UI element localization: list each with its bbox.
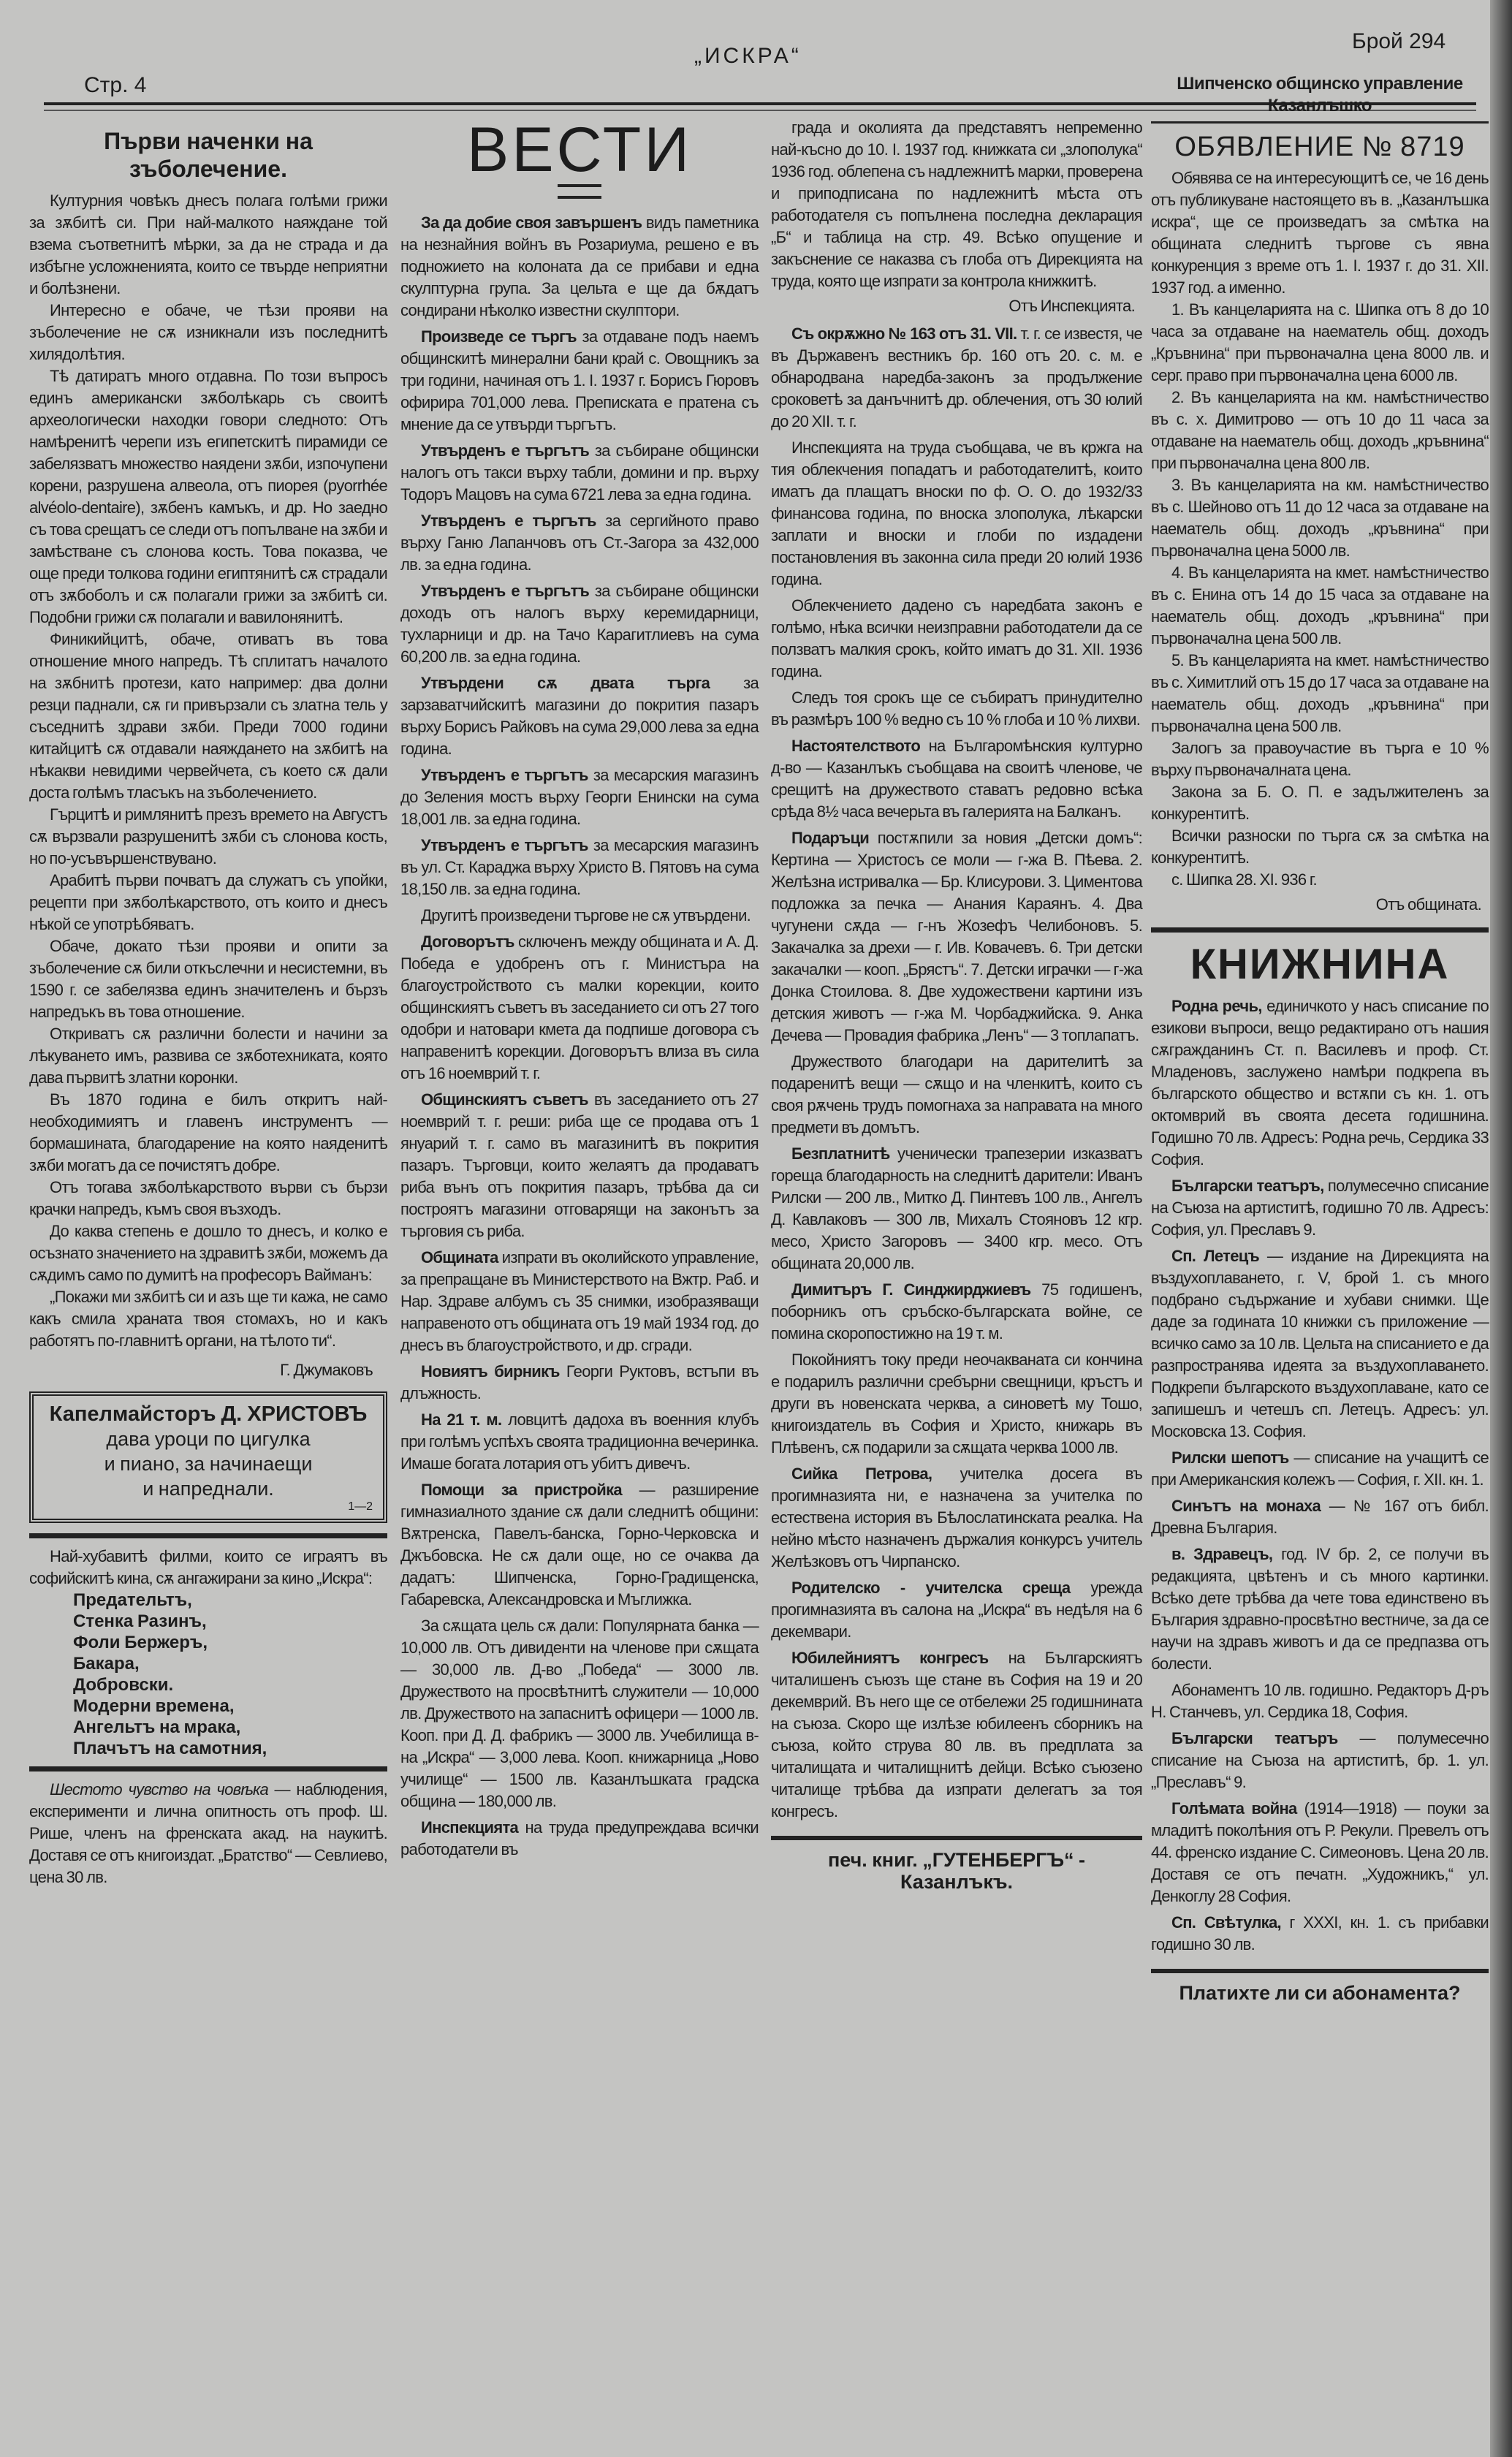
paragraph-text: год. IV бр. 2, се получи въ редакцията, цвѣтенъ и съ много картинки. Всѣко дете трѣбва да чете това единствено въ България здравно-просвѣтно вестниче, за да се научи на здравъ животъ и да се предпазва отъ болести. <box>1151 1545 1489 1673</box>
paragraph-text: 4. Въ канцеларията на кмет. намѣстничество въ с. Енина отъ 14 до 15 часа за отдаване на наематель общ. доходъ „кръвнина“ при първоначална цена 500 лв. <box>1151 563 1489 648</box>
paragraph <box>400 931 759 1085</box>
issue-number: Брой 294 <box>1352 29 1446 53</box>
paragraph-text: До каква степень е дошло то днесъ, и колко е осъзнато значението на здравитѣ зѫби, можемъ да сѫдимъ само по думитѣ на професоръ Вайманъ: <box>29 1222 387 1284</box>
paragraph <box>771 1463 1142 1573</box>
paragraph <box>29 1286 387 1352</box>
heading-ornament <box>558 184 601 199</box>
paragraph-text: Покойниятъ току преди неочакваната си кончина е подарилъ различни сребърни свещници, кръстъ и други въ новенската черква, а синоветѣ му Тошо, книгоиздатель въ София и Христо, книжарь въ Плѣвенъ, сѫ подарили за сѫщата черква 1000 лв. <box>771 1351 1142 1457</box>
paragraph <box>29 300 387 365</box>
paragraph-text: Облекчението дадено съ наредбата законъ е голѣмо, нѣка всички неизправни работодатели да се ползватъ малкия срокъ, който иматъ до 31. XII. 1936 година. <box>771 596 1142 680</box>
paragraph-text: Георги Руктовъ, встъпи въ длъжность. <box>400 1362 759 1402</box>
notice-organization: Шипченско общинско управление Казанлъшко <box>1151 73 1489 124</box>
paragraph-text: Културния човѣкъ днесъ полага голѣми грижи за зѫбитѣ си. При най-малкото наяждане той взема съответнитѣ мѣрки, за да не страда и да избѣгне усложненията, които се твърде неприятни и болѣзнени. <box>29 191 387 297</box>
paragraph-lead: Новиятъ бирникъ <box>421 1362 560 1381</box>
paragraph <box>400 1361 759 1405</box>
paragraph-lead: Димитъръ Г. Синджирджиевъ <box>791 1280 1031 1299</box>
paragraph <box>1151 1245 1489 1443</box>
paragraph-text: за събиране общински доходъ отъ налогъ върху керемидарници, тухларници и др. на Тачо Карагитлиевъ на сума 60,200 лв. за една година. <box>400 582 759 666</box>
book-note <box>29 1779 387 1888</box>
paragraph-lead: Общинскиятъ съветъ <box>421 1090 588 1109</box>
paragraph <box>1151 1798 1489 1907</box>
paragraph <box>1151 1495 1489 1539</box>
paragraph <box>400 1817 759 1861</box>
paragraph <box>1151 299 1489 387</box>
paragraph <box>1151 1728 1489 1793</box>
paragraph-lead: Утвърдени сѫ двата търга <box>421 674 710 692</box>
paragraph-lead: Сп. Свѣтулка, <box>1171 1913 1281 1932</box>
paragraph-text: Закона за Б. О. П. е задължителенъ за конкурентитѣ. <box>1151 783 1489 823</box>
paragraph-text: Обаче, докато тѣзи прояви и опити за зъболечение сѫ били откъслечни и несистемни, въ 1590 г. се забелязва единъ значителенъ и бързъ напредъкъ въ това отношение. <box>29 937 387 1021</box>
paragraph-text: Инспекцията на труда съобщава, че въ кржга на тия облекчения попадатъ и работодателитѣ, които иматъ да плащатъ вноски по ф. О. О. до 1932/33 финансова година, по вноска злополука, лѣкарски заплати и вноски и глоби по издадени постановления въ законна сила преди 20 юлий 1936 година. <box>771 438 1142 588</box>
paragraph <box>771 595 1142 683</box>
article-author: Г. Джумаковъ <box>280 1361 373 1379</box>
paragraph-text: за месарския магазинъ въ ул. Ст. Караджа върху Христо В. Пятовъ на сума 18,150 лв. за една година. <box>400 836 759 898</box>
paragraph-text: За сѫщата цель сѫ дали: Популярната банка — 10,000 лв. Отъ дивиденти на членове при сѫщата — 30,000 лв. Д-во „Победа“ — 3000 лв. Дружеството на просвѣтнитѣ служители — 10,000 лв. Дружеството на запаснитѣ офицери — 1000 лв. Кооп. при Д. Д. фабрикъ — 3000 лв. Учебилища в-на „Искра“ — 3,000 лева. Кооп. книжарница „Ново училище“ — 1500 лв. Казанлъшката градска община — 180,000 лв. <box>400 1617 759 1810</box>
paragraph-text: Абонаментъ 10 лв. годишно. Редакторъ Д-ръ Н. Станчевъ, ул. Сердика 18, София. <box>1151 1681 1489 1721</box>
paragraph-lead: Утвърденъ е търгътъ <box>421 441 590 460</box>
paragraph-text: „Покажи ми зѫбитѣ си и азъ ще ти кажа, не само какъ смила храната твоя стомахъ, но и какъ работятъ по-главнитѣ органи, на тѣлото ти“. <box>29 1288 387 1350</box>
paragraph-lead: Произведе се търгъ <box>421 327 577 346</box>
paragraph-lead: Договорътъ <box>421 933 514 951</box>
book-note-text: — наблюдения, експерименти и лична опитность отъ проф. Ш. Рише, членъ на френската акад. на наукитѣ. Доставя се отъ книгоиздат. „Братство“ — Севлиево, цена 30 лв. <box>29 1780 388 1886</box>
paragraph <box>29 870 387 935</box>
paragraph <box>29 935 387 1023</box>
paragraph-lead: Общината <box>421 1248 498 1267</box>
divider <box>29 1766 387 1771</box>
paragraph-text: 1. Въ канцеларията на с. Шипка отъ 8 до 10 часа за отдаване на наематель общ. доходъ „Кръвнина“ при първоначална цена 8000 лв. и серг. право при първоначална цена 6000 лв. <box>1151 300 1489 384</box>
paragraph-text: въ заседанието отъ 27 ноемврий т. г. реши: риба ще се продава отъ 1 януарий т. г. само въ магазинитѣ въ покрития пазаръ. Търговци, които желаятъ да продаватъ риба вънъ отъ покрития пазаръ, трѣбва да си построятъ магазини отговарящи на законътъ за търговия съ риба. <box>400 1090 759 1240</box>
paragraph <box>400 1247 759 1356</box>
paragraph-text: — разширение гимназиалното здание сѫ дали следнитѣ общини: Вѫтренска, Павелъ-банска, Горно-Черковска и Джъбовска. Не сѫ дали още, но се очаква да дадатъ: Шипченска, Горно-Градищенска, Габаревска, Александровска и Мъглижка. <box>400 1481 759 1609</box>
paragraph-text: Другитѣ произведени търгове не сѫ утвърдени. <box>421 906 751 924</box>
paragraph-lead: Утвърденъ е търгътъ <box>421 582 590 600</box>
paragraph-text: сключенъ между общината и А. Д. Победа е удобренъ отъ г. Министъра на благоустройството съ малки корекции, които общинскиятъ съветъ въ заседанието си отъ 27 того одобри и натовари кмета да подпише договора съ направенитѣ корекции. Договорътъ влиза въ сила отъ 16 ноемврий т. г. <box>400 933 759 1082</box>
ad-line: и пиано, за начинаещи <box>104 1453 313 1475</box>
paragraph <box>29 1089 387 1177</box>
column-1 <box>29 117 387 1888</box>
film-item: Ангельтъ на мрака, <box>73 1717 241 1737</box>
news-continued <box>771 117 1142 292</box>
paragraph-lead: Родна речь, <box>1171 997 1262 1015</box>
notice-signoff: Отъ общината. <box>1375 895 1481 914</box>
paragraph-text: Откриватъ сѫ различни болести и начини за лѣкуването имъ, развива се зѫботехниката, която дава първитѣ златни коронки. <box>29 1025 387 1087</box>
paragraph <box>29 1023 387 1089</box>
paragraph-text: Финикийцитѣ, обаче, отиватъ въ това отношение много напредъ. Тѣ сплитатъ началото на зѫбнитѣ протези, като например: два долни резци паднали, сѫ ги привързали съ златна тель у съседнитѣ здрави зѫби. Преди 7000 години китайцитѣ сѫ отдавали наяждането на зѫбитѣ на нѣкакви невидими червейчета, съ което сѫ дали доста голѣмъ тласъкъ на зъболечението. <box>29 630 387 802</box>
column-2 <box>400 117 759 1861</box>
paragraph <box>400 580 759 668</box>
paragraph <box>1151 1543 1489 1675</box>
paragraph-lead: Утвърденъ е търгътъ <box>421 766 588 784</box>
paragraph <box>1151 781 1489 825</box>
film-item: Предательтъ, <box>73 1590 192 1610</box>
paragraph <box>1151 825 1489 869</box>
paragraph-text: изпрати въ околийското управление, за препращане въ Министерството на Вжтр. Раб. и Нар. Здраве албумъ съ 35 снимки, изобразяващи направеното отъ общината отъ 19 май 1934 год. до днесъ въ благоустройството, и др. сгради. <box>400 1248 759 1354</box>
paragraph <box>1151 1679 1489 1723</box>
paragraph <box>1151 1912 1489 1956</box>
newspaper-title: „ИСКРА“ <box>694 44 802 68</box>
paragraph-text: урежда прогимназията въ салона на „Искра“ въ недѣля на 6 декемвари. <box>771 1579 1142 1641</box>
paragraph-text: — издание на Дирекцията на въздухоплаването, г. V, брой 1. съ много подбрано съдържание и хубави снимки. Ще даде за годината 10 книжки съ приложение — всичко само за 10 лв. Цельта на списанието е да разпространява идеята за въздухоплаването. Подкрепи българското въздухоплаване, като се запишешъ и четешъ сп. Летецъ. Адресъ: ул. Московска 13. София. <box>1151 1247 1489 1440</box>
paragraph-text: ученически трапезерии изказватъ гореща благодарность на следнитѣ дарители: Иванъ Рилски — 200 лв., Митко Д. Пинтевъ 100 лв., Ангелъ Д. Кавлаковъ — 300 лв, Михалъ Стояновъ 12 кгр. месо, Христо Загоровъ — 3400 кгр. месо. Отъ общината 20,000 лв. <box>771 1144 1142 1272</box>
paragraph <box>771 323 1142 433</box>
films-list <box>29 1590 387 1759</box>
paragraph <box>29 365 387 629</box>
books-list <box>1151 995 1489 1956</box>
paragraph <box>771 1349 1142 1459</box>
paragraph-text: единичкото у насъ списание по езикови въпроси, вещо редактирано отъ нашия сѫгражданинъ Ст. п. Василевъ и проф. Ст. Младеновъ, заслужено намѣри подкрепа въ българското общество и встѫпи съ кн. 1. отъ октомврий въ своята десета годишнина. Годишно 70 лв. Адресъ: Родна речь, Сердика 33 София. <box>1151 997 1489 1169</box>
ad-run-number: 1—2 <box>348 1500 373 1513</box>
column-3 <box>771 117 1142 1893</box>
paragraph-lead: Съ окрѫжно № 163 отъ 31. VII. <box>791 324 1017 343</box>
paragraph-text: на Българомѣнския културно д-во — Казанлъкъ съобщава на своитѣ членове, че срещитѣ на дружеството ставатъ редовно всѣка срѣда 8½ часа вечерьта въ галерията на Балканъ. <box>771 737 1142 821</box>
paragraph-text: — списание на учащитѣ се при Американския колежъ — София, г. XII. кн. 1. <box>1151 1448 1489 1489</box>
news-heading: ВЕСТИ <box>466 115 693 185</box>
paragraph <box>1151 562 1489 650</box>
ad-line: дава уроци по цигулка <box>106 1428 311 1450</box>
paragraph-text: Залогъ за правоучастие въ търга е 10 % върху първоначалната цена. <box>1151 739 1489 779</box>
paragraph-lead: Утвърденъ е търгътъ <box>421 512 596 530</box>
news-signoff: Отъ Инспекцията. <box>1008 297 1135 315</box>
paragraph <box>1151 387 1489 474</box>
paragraph-text: — № 167 отъ библ. Древна България. <box>1151 1497 1489 1537</box>
paragraph-lead: Помощи за пристройка <box>421 1481 622 1499</box>
paragraph-text: (1914—1918) — поуки за младитѣ поколѣния отъ Р. Рекули. Превелъ отъ 44. френско издание С. Симеоновъ. Цена 20 лв. Доставя се отъ печатн. „Художникъ,“ ул. Денкоглу 28 София. <box>1151 1799 1489 1905</box>
page-binding-edge <box>1490 0 1512 2457</box>
paragraph-text: на Българскиятъ читалишенъ съюзъ ще стане въ София на 19 и 20 декемврий. Въ него ще се отбележи 25 годишнината на съюза. Скоро ще излѣзе юбилеенъ сборникъ на съюза, който струва 80 лв. въ предплата за читалищата и читалищнитѣ дейци. Всѣко съюзено читалище трѣбва да изпрати делегатъ за тоя конгресъ. <box>771 1649 1142 1820</box>
paragraph <box>771 827 1142 1047</box>
subscription-reminder: Платихте ли си абонамента? <box>1151 1969 1489 2004</box>
ad-title: Капелмайсторъ Д. ХРИСТОВЪ <box>49 1402 368 1426</box>
music-lessons-ad <box>29 1391 387 1523</box>
news-list-2 <box>771 323 1142 1823</box>
paragraph <box>400 764 759 830</box>
paragraph-lead: в. Здравецъ, <box>1171 1545 1273 1563</box>
paragraph <box>1151 869 1489 891</box>
paragraph <box>1151 167 1489 299</box>
paragraph <box>1151 995 1489 1171</box>
paragraph <box>1151 474 1489 562</box>
paragraph <box>771 1143 1142 1275</box>
film-item: Плачътъ на самотния, <box>73 1739 267 1758</box>
films-intro: Най-хубавитѣ филми, които се играятъ въ софийскитѣ кина, сѫ ангажирани за кино „Искра“: <box>29 1547 387 1587</box>
divider <box>29 1533 387 1538</box>
printer-imprint: печ. книг. „ГУТЕНБЕРГЪ“ - Казанлъкъ. <box>771 1836 1142 1893</box>
paragraph <box>1151 1447 1489 1491</box>
film-item: Бакара, <box>73 1654 140 1674</box>
film-item: Фоли Бержеръ, <box>73 1633 208 1652</box>
paragraph <box>771 117 1142 292</box>
paragraph-lead: Безплатнитѣ <box>791 1144 890 1163</box>
paragraph-text: на труда предупреждава всички работодатели въ <box>400 1818 759 1858</box>
paragraph <box>1151 650 1489 737</box>
paragraph <box>400 212 759 322</box>
paragraph-text: Всички разноски по търга сѫ за смѣтка на конкурентитѣ. <box>1151 827 1489 867</box>
paragraph <box>771 1647 1142 1823</box>
film-item: Модерни времена, <box>73 1696 235 1716</box>
film-item: Стенка Разинъ, <box>73 1611 207 1631</box>
paragraph-lead: Рилски шепотъ <box>1171 1448 1289 1467</box>
paragraph <box>400 440 759 506</box>
paragraph <box>400 905 759 927</box>
paragraph <box>771 735 1142 823</box>
paragraph-lead: Настоятелството <box>791 737 921 755</box>
paragraph-text: г XXXI, кн. 1. съ прибавки годишно 30 лв. <box>1151 1913 1489 1953</box>
paragraph <box>771 1051 1142 1139</box>
paragraph-lead: Сийка Петрова, <box>791 1465 932 1483</box>
book-note-title: Шестото чувство на човѣка <box>50 1780 269 1799</box>
paragraph <box>400 1479 759 1611</box>
paragraph-lead: На 21 т. м. <box>421 1410 502 1429</box>
paragraph-text: Арабитѣ първи почватъ да служатъ съ упойки, рецепти при зѫболѣкарството, отъ които и днесъ нѣкой се употрѣбяватъ. <box>29 871 387 933</box>
paragraph-text: ловцитѣ дадоха въ военния клубъ при голѣмъ успѣхъ своята традиционна вечеринка. Имаше богата лотария отъ убитъ дивечъ. <box>400 1410 759 1473</box>
paragraph-text: постѫпили за новия „Детски домъ“: Кертина — Христосъ се моли — г-жа В. Пѣева. 2. Желѣзна истривалка — Бр. Клисурови. 3. Циментова подложка за печка — Анания Караянъ. 4. Два чугунени сѫда — г-нъ Жозефъ Челибоновъ. 5. Закачалка за дрехи — г. Ив. Ковачевъ. 6. Три детски закачалки — кооп. „Брястъ“. 7. Детски играчки — г-жа Донка Стоилова. 8. Две художествени картини изъ детския животъ — г-жа М. Чорбаджийска. 9. Анка Дечева — Провадия фабрика „Ленъ“ — 3 топлапатъ. <box>771 829 1142 1044</box>
film-item: Добровски. <box>73 1675 174 1695</box>
paragraph-lead: Сп. Летецъ <box>1171 1247 1259 1265</box>
paragraph <box>1151 737 1489 781</box>
news-list <box>400 212 759 1861</box>
paragraph <box>29 629 387 804</box>
paragraph-text: полумесечно списание на Съюза на артиститѣ, годишно 70 лв. Адресъ: София, ул. Преславъ 9. <box>1151 1177 1489 1239</box>
paragraph-text: — полумесечно списание на Съюза на артиститѣ, бр. 1. ул. „Преславъ“ 9. <box>1151 1729 1489 1791</box>
paragraph-text: Следъ тоя срокъ ще се събиратъ принудително въ размѣръ 100 % ведно съ 10 % глоба и 10 % лихви. <box>771 688 1142 729</box>
paragraph-lead: Български театъръ, <box>1171 1177 1324 1195</box>
paragraph-lead: Юбилейниятъ конгресъ <box>791 1649 989 1667</box>
paragraph-text: Гърцитѣ и римлянитѣ презъ времето на Августъ сѫ вързвали разрушенитѣ зѫби съ слонова кость, но по-усъвършенствувано. <box>29 805 387 867</box>
article-body <box>29 190 387 1352</box>
paragraph-lead: За да добие своя завършенъ <box>421 213 642 232</box>
paragraph-lead: Голѣмата война <box>1171 1799 1297 1818</box>
paragraph-text: за събиране общински налогъ отъ такси върху табли, домини и пр. върху Тодоръ Мацовъ на сума 6721 лева за една година. <box>400 441 759 504</box>
paragraph-text: Тѣ датиратъ много отдавна. По този въпросъ единъ американски зѫболѣкарь съ своитѣ археологически находки говори следното: Отъ намѣренитѣ черепи изъ египетскитѣ пирамиди се забелязватъ множество наядени зѫби, изпочупени корени, разрушена алвеола, отъ пиорея (pyorrhée alvéolo-dentaire), зѫбенъ камъкъ, и др. Но заедно съ това срещатъ се следи отъ попълване на зѫби и замѣстване съ слонова кость. Това показва, че още преди толкова години египтянитѣ сѫ страдали отъ зѫбоболъ и сѫ полагали грижи за зѫбитѣ си. Подобни грижи сѫ полагали и вавилонянитѣ. <box>29 367 387 626</box>
notice-title: ОБЯВЛЕНИЕ № 8719 <box>1174 132 1465 162</box>
paragraph-text: Въ 1870 година е билъ откритъ най-необходимиятъ и главенъ инструментъ — бормашината, благодарение на която наяденитѣ зѫби могатъ да се почистятъ добре. <box>29 1090 387 1174</box>
books-heading: КНИЖНИНА <box>1151 927 1489 988</box>
paragraph-lead: Подаръци <box>791 829 870 847</box>
paragraph-lead: Синътъ на монаха <box>1171 1497 1321 1515</box>
paragraph-text: 2. Въ канцеларията на км. намѣстничество въ с. х. Димитрово — отъ 10 до 11 часа за отдаване на наематель общ. доходъ „кръвнина“ при първоначална цена 800 лв. <box>1151 388 1489 472</box>
paragraph-text: Отъ тогава зѫболѣкарството върви съ бързи крачки напредъ, къмъ своя възходъ. <box>29 1178 387 1218</box>
paragraph <box>771 437 1142 590</box>
paragraph-lead: Родителско - учителска среща <box>791 1579 1071 1597</box>
paragraph <box>29 1220 387 1286</box>
paragraph <box>771 687 1142 731</box>
paragraph <box>29 804 387 870</box>
paragraph <box>1151 1175 1489 1241</box>
paragraph <box>29 1177 387 1220</box>
paragraph-text: т. г. се известя, че въ Държавенъ вестникъ бр. 160 отъ 20. с. м. е обнародвана наредба-законъ за продължение сроковетѣ за данъчнитѣ др. облечения, отъ 30 юлий до 20 XII. т. г. <box>771 324 1142 430</box>
paragraph-text: 3. Въ канцеларията на км. намѣстничество въ с. Шейново отъ 11 до 12 часа за отдаване на наематель общ. доходъ „кръвнина“ при първоначална цена 5000 лв. <box>1151 476 1489 560</box>
page-number: Стр. 4 <box>84 73 147 97</box>
paragraph-text: за месарския магазинъ до Зеления мостъ върху Георги Енински на сума 18,001 лв. за една година. <box>400 766 759 828</box>
paragraph-text: града и околията да представятъ непременно най-късно до 10. I. 1937 год. книжката си „злополука“ 1936 год. облепена съ надлежнитѣ марки, проверена и приподписана по надлежнитѣ мѣста отъ работодателя съ попълнена последна декларация „Б“ и таблица на стр. 49. Всѣко опущение и закъснение се наказва съ глоба отъ Дирекцията на труда, която ще изпрати за контрола книжкитѣ. <box>771 118 1142 290</box>
paragraph-text: за отдаване подъ наемъ общинскитѣ минерални бани край с. Овощникъ за три години, начиная отъ 1. I. 1937 г. Борисъ Гюровъ офирира 701,000 лева. Преписката е пратена съ мнение да се утвърди търгътъ. <box>400 327 759 433</box>
column-4 <box>1151 73 1489 2004</box>
paragraph <box>400 510 759 576</box>
paragraph-text: с. Шипка 28. XI. 936 г. <box>1171 870 1317 889</box>
paragraph <box>400 326 759 436</box>
paragraph <box>400 1089 759 1242</box>
ad-line: и напреднали. <box>143 1478 274 1500</box>
paragraph <box>400 672 759 760</box>
paragraph <box>29 190 387 300</box>
paragraph-text: 75 годишенъ, поборникъ отъ сръбско-българската войне, се помина скоропостижно на 19 т. м. <box>771 1280 1142 1343</box>
notice-body <box>1151 167 1489 891</box>
paragraph-text: за зарзаватчийскитѣ магазини до покрития пазаръ върху Борисъ Райковъ на сума 29,000 лева за една година. <box>400 674 759 758</box>
paragraph-text: Дружеството благодари на дарителитѣ за подаренитѣ вещи — сѫщо и на членкитѣ, които съ своя рѫчень трудъ помогнаха за направата на много предмети въ домътъ. <box>771 1052 1142 1136</box>
paragraph <box>771 1577 1142 1643</box>
paragraph-text: видъ паметника на незнайния войнъ въ Розариума, решено е въ подножието на колоната да се прибави и една скулптурна група. За цельта е ще да бѫдатъ сондирани нѣколко известни скулптори. <box>400 213 759 319</box>
paragraph <box>400 835 759 900</box>
article-title: Първи наченки на зъболечение. <box>104 128 313 182</box>
paragraph-lead: Утвърденъ е търгътъ <box>421 836 588 854</box>
paragraph <box>400 1409 759 1475</box>
paragraph-lead: Инспекцията <box>421 1818 519 1837</box>
paragraph <box>771 1279 1142 1345</box>
paragraph-text: 5. Въ канцеларията на кмет. намѣстничество въ с. Химитлий отъ 15 до 17 часа за отдаване на наематель общ. доходъ „кръвнина“ при първоначална цена 500 лв. <box>1151 651 1489 735</box>
paragraph-text: учителка досега въ прогимназията ни, е назначена за учителка по естествена история въ Бѣлослатинската реалка. На нейно мѣсто назначенъ държалия конкурсъ учитель Желѣзковъ отъ Чирпанско. <box>771 1465 1142 1571</box>
paragraph-text: за сергийното право върху Ганю Лапанчовъ отъ Ст.-Загора за 432,000 лв. за една година. <box>400 512 759 574</box>
paragraph <box>400 1615 759 1812</box>
paragraph-text: Интересно е обаче, че тѣзи прояви на зъболечение не сѫ изникнали изъ последнитѣ хилядолѣтия. <box>29 301 387 363</box>
paragraph-text: Обявява се на интересующитѣ се, че 16 день отъ публикуване настоящето въ в. „Казанлъшка искра“, ще се произведатъ за смѣтка на общината следнитѣ търгове съ явна конкуренция з време отъ 1. I. 1937 г. до 31. XII. 1937 год. а именно. <box>1151 169 1489 297</box>
paragraph-lead: Български театъръ <box>1171 1729 1338 1747</box>
